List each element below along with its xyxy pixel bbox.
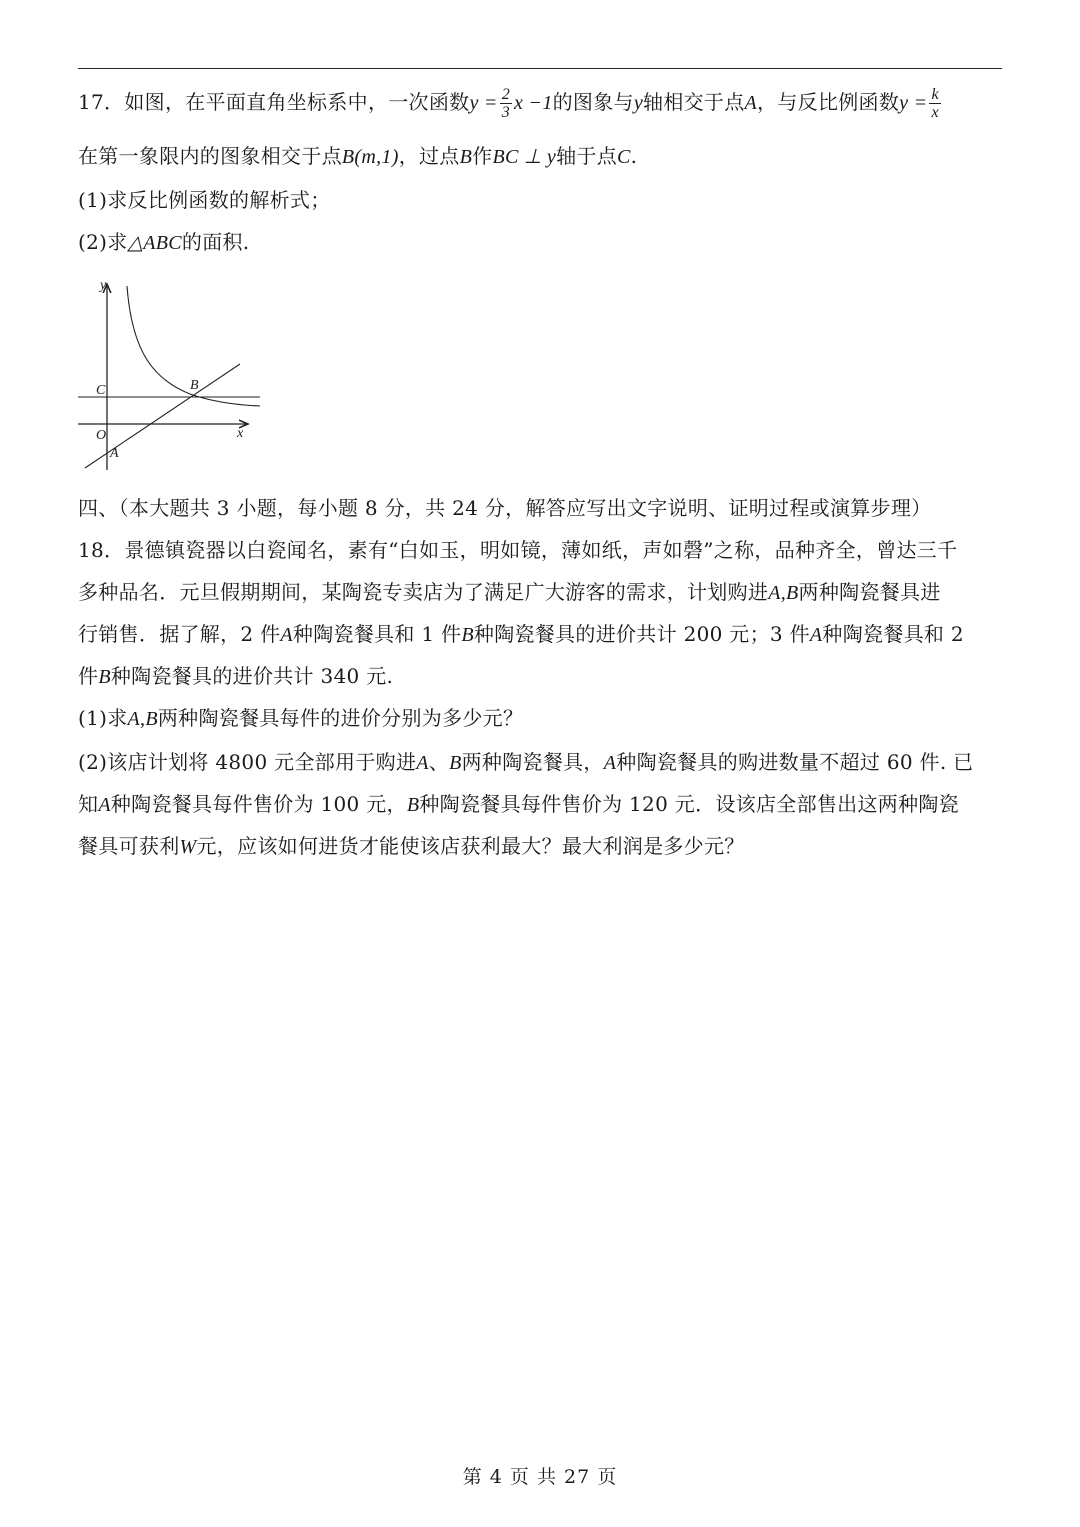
q18-line4: 件B种陶瓷餐具的进价共计 340 元. — [78, 664, 394, 688]
label-y: y — [100, 278, 107, 293]
section-4-heading: 四、（本大题共 3 小题，每小题 8 分，共 24 分，解答应写出文字说明、证明过程或演算步理） — [78, 496, 932, 520]
page-footer: 第 4 页 共 27 页 — [462, 1466, 618, 1488]
label-o: O — [96, 428, 107, 443]
label-b: B — [190, 378, 199, 393]
linear-function-line — [85, 364, 240, 468]
q18-part1: (1)求A,B两种陶瓷餐具每件的进价分别为多少元？ — [78, 706, 524, 730]
fraction-two-thirds: $\frac{2}{3}$ — [501, 86, 511, 121]
q18-part2-line3: 餐具可获利W元，应该如何进货才能使该店获利最大？最大利润是多少元？ — [78, 834, 745, 858]
q17-part1: (1)求反比例函数的解析式； — [78, 188, 331, 212]
label-x: x — [237, 426, 244, 441]
q17-line2: 在第一象限内的图象相交于点B(m,1)，过点B作BC ⊥ y轴于点C. — [78, 144, 638, 168]
q18-line3: 行销售．据了解，2 件A种陶瓷餐具和 1 件B种陶瓷餐具的进价共计 200 元；3 件A种陶瓷餐具和 2 — [78, 622, 964, 646]
coordinate-graph — [70, 272, 270, 477]
q18-line1: 18．景德镇瓷器以白瓷闻名，素有“白如玉，明如镜，薄如纸，声如磬”之称，品种齐全，曾达三千 — [78, 538, 958, 562]
q18-part2-line2: 知A种陶瓷餐具每件售价为 100 元，B种陶瓷餐具每件售价为 120 元．设该店全部售出这两种陶瓷 — [78, 792, 959, 816]
header-rule — [78, 68, 1002, 69]
q18-line2: 多种品名．元旦假期期间，某陶瓷专卖店为了满足广大游客的需求，计划购进A,B两种陶瓷餐具进 — [78, 580, 941, 604]
label-a: A — [110, 446, 119, 461]
q17-line1: 17．如图，在平面直角坐标系中，一次函数y = $\frac{2}{3}$ x −1的图象与y轴相交于点A，与反比例函数y = $\frac{k}{x}$ — [78, 86, 939, 121]
label-c: C — [96, 383, 106, 398]
q18-part2-line1: (2)该店计划将 4800 元全部用于购进A、B两种陶瓷餐具，A种陶瓷餐具的购进数量不超过 60 件. 已 — [78, 750, 974, 774]
q17-part2: (2)求△ABC的面积. — [78, 230, 250, 254]
fraction-k-over-x: $\frac{k}{x}$ — [931, 86, 939, 121]
